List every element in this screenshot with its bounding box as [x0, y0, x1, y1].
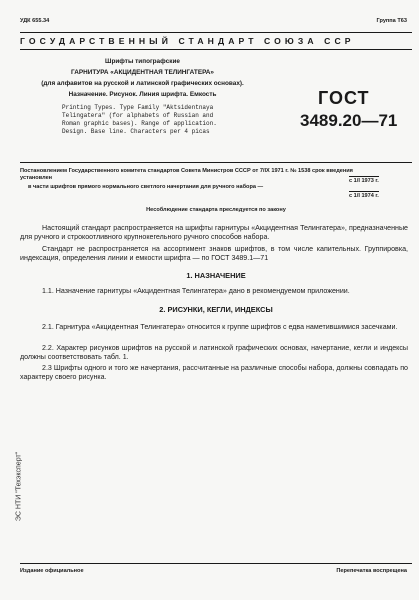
group-code: Группа Т63	[376, 18, 407, 24]
udk-code: УДК 655.34	[20, 18, 50, 24]
decree-line: Постановлением Государственного комитета стандартов Совета Министров СССР от 7/IX 1971 г. № 1538 срок введения	[20, 168, 353, 174]
section-paragraph: 2.1. Гарнитура «Акцидентная Телингатера» относится к группе шрифтов с едва наметившимися засечками.	[42, 323, 398, 331]
footer-rule	[20, 563, 412, 564]
title-line-purpose: Назначение. Рисунок. Линия шрифта. Емкость	[68, 91, 217, 98]
section-heading: 2. РИСУНКИ, КЕГЛИ, ИНДЕКСЫ	[159, 305, 273, 314]
decree-manual-typesetting: в части шрифтов прямого нормального светлого начертания для ручного набора —	[28, 184, 264, 190]
title-en-line: Printing Types. Type Family "Aktsidentnaya	[62, 104, 214, 111]
title-line-alphabets: (для алфавитов на русской и латинской графических основах).	[41, 80, 244, 87]
title-en-line: Roman graphic bases). Range of application.	[62, 120, 217, 127]
title-en-line: Telingatera" (for alphabets of Russian and	[62, 112, 214, 119]
section-paragraph: 1.1. Назначение гарнитуры «Акцидентная Телингатера» дано в рекомендуемом приложении.	[42, 287, 350, 295]
legal-notice: Несоблюдение стандарта преследуется по закону	[146, 207, 286, 213]
title-block	[20, 58, 265, 99]
header-rule-top	[20, 32, 412, 33]
reprint-prohibited: Перепечатка воспрещена	[336, 568, 407, 574]
section-heading: 1. НАЗНАЧЕНИЕ	[186, 271, 246, 280]
header-rule-bottom	[20, 49, 412, 50]
standard-banner: ГОСУДАРСТВЕННЫЙ СТАНДАРТ СОЮЗА ССР	[20, 36, 355, 46]
section-paragraph: 2.2. Характер рисунков шрифтов на русской и латинской графических основах, начертание, кегли и индексы должны соответствовать табл. 1.	[20, 344, 408, 362]
decree-established: установлен	[20, 175, 53, 181]
side-stamp: ЭС НТИ "Техэксперт"	[15, 451, 23, 522]
gost-label: ГОСТ	[318, 88, 370, 108]
intro-paragraph: Настоящий стандарт распространяется на шрифты гарнитуры «Акцидентная Телингатера», предназначенные для ручного и строкоотливного крупнокегельного ручного способов набора.	[20, 224, 408, 242]
official-edition: Издание официальное	[20, 568, 84, 574]
decree-date-1973: с 1/I 1973 г.	[349, 178, 379, 184]
title-line-typeface: ГАРНИТУРА «АКЦИДЕНТНАЯ ТЕЛИНГАТЕРА»	[71, 69, 214, 76]
decree-date-1974: с 1/I 1974 г.	[349, 193, 379, 199]
title-rule	[20, 162, 412, 163]
gost-number: 3489.20—71	[300, 111, 398, 130]
title-english	[62, 104, 247, 136]
intro-paragraph: Стандарт не распространяется на ассортимент знаков шрифтов, в том числе капительных. Группировка, индексация, определения линии и емкости шрифта — по ГОСТ 3489.1—71	[20, 245, 408, 263]
title-line-fonts: Шрифты типографские	[105, 58, 180, 65]
title-en-line: Design. Base line. Characters per 4 picas	[62, 128, 210, 135]
section-paragraph: 2.3 Шрифты одного и того же начертания, рассчитанные на различные способы набора, должны совпадать по характеру своего рисунка.	[20, 364, 408, 382]
